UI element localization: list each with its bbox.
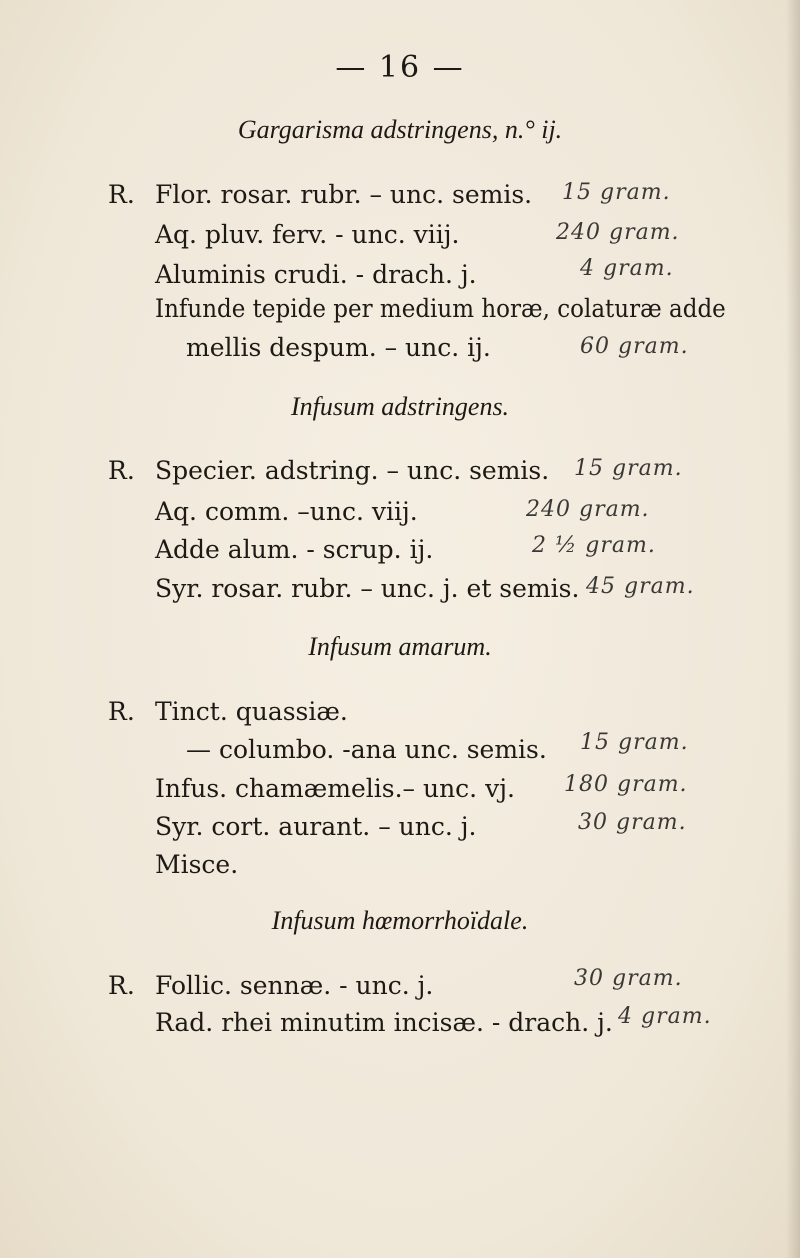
ingredient-line: Infus. chamæmelis.– unc. vj. [155,774,515,803]
ingredient-line: Specier. adstring. – unc. semis. [155,456,550,485]
ingredient-line: — columbo. -ana unc. semis. [186,735,547,764]
ingredient-line: mellis despum. – unc. ij. [186,333,491,362]
handwritten-note: 30 gram. [578,810,687,835]
handwritten-note: 4 gram. [618,1004,712,1029]
handwritten-note: 60 gram. [580,334,689,359]
section-title-gargarisma: Gargarisma adstringens, n.° ij. [237,115,563,144]
handwritten-note: 2 ½ gram. [532,533,656,558]
ingredient-line: Tinct. quassiæ. [155,697,348,726]
ingredient-line: Syr. cort. aurant. – unc. j. [155,812,477,841]
handwritten-note: 15 gram. [574,456,683,481]
ingredient-line: Aq. pluv. ferv. - unc. viij. [155,220,460,249]
ingredient-line: Flor. rosar. rubr. – unc. semis. [155,180,533,209]
handwritten-note: 4 gram. [580,256,674,281]
recipe-symbol: R. [108,180,135,209]
instruction-line: Misce. [155,850,239,879]
handwritten-note: 240 gram. [526,497,650,522]
page-number: — 16 — [335,50,465,85]
recipe-symbol: R. [108,456,135,485]
ingredient-line: Aluminis crudi. - drach. j. [155,260,477,289]
section-title-infusum-amarum: Infusum amarum. [308,632,492,661]
ingredient-line: Adde alum. - scrup. ij. [155,535,434,564]
page-edge-shadow [786,0,800,1258]
ingredient-line: Rad. rhei minutim incisæ. - drach. j. [155,1008,613,1037]
section-title-infusum-haemorrhoidale: Infusum hœmorrhoïdale. [271,906,529,935]
handwritten-note: 180 gram. [564,772,688,797]
ingredient-line: Follic. sennæ. - unc. j. [155,971,434,1000]
section-title-infusum-adstringens: Infusum adstringens. [290,392,510,421]
handwritten-note: 15 gram. [580,730,689,755]
instruction-line: Infunde tepide per medium horæ, colaturæ adde [155,294,726,323]
ingredient-line: Aq. comm. –unc. viij. [155,497,418,526]
handwritten-note: 30 gram. [574,966,683,991]
handwritten-note: 45 gram. [586,574,695,599]
handwritten-note: 240 gram. [556,220,680,245]
recipe-symbol: R. [108,697,135,726]
handwritten-note: 15 gram. [562,180,671,205]
ingredient-line: Syr. rosar. rubr. – unc. j. et semis. [155,574,580,603]
recipe-symbol: R. [108,971,135,1000]
